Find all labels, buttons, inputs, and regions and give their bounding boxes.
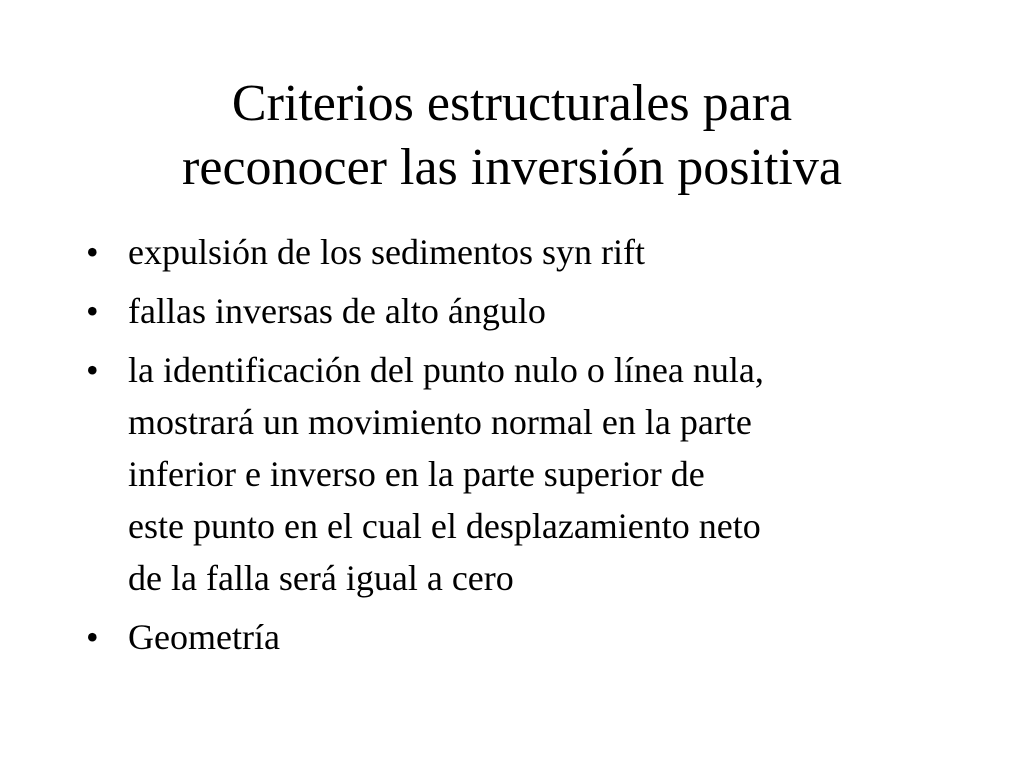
- bullet-text-line: este punto en el cual el desplazamiento neto: [128, 506, 761, 546]
- bullet-item: [86, 344, 966, 604]
- bullet-item: [86, 611, 966, 663]
- bullet-text-line: la identificación del punto nulo o línea nula,: [128, 350, 764, 390]
- bullet-item: [86, 285, 966, 337]
- bullet-item: [86, 226, 966, 278]
- bullet-list: [86, 226, 966, 670]
- slide-title-line: Criterios estructurales para: [231, 75, 793, 132]
- bullet-text-line: Geometría: [128, 617, 280, 657]
- bullet-text-line: expulsión de los sedimentos syn rift: [128, 232, 645, 272]
- bullet-icon: •: [86, 232, 99, 272]
- bullet-text-line: inferior e inverso en la parte superior de: [128, 454, 705, 494]
- bullet-icon: •: [86, 291, 99, 331]
- bullet-icon: •: [86, 350, 99, 390]
- slide-title-line: reconocer las inversión positiva: [182, 139, 842, 196]
- bullet-text-line: fallas inversas de alto ángulo: [128, 291, 546, 331]
- bullet-text-line: mostrará un movimiento normal en la parte: [128, 402, 752, 442]
- bullet-text-line: de la falla será igual a cero: [128, 558, 514, 598]
- bullet-icon: •: [86, 617, 99, 657]
- slide-title: [60, 72, 964, 200]
